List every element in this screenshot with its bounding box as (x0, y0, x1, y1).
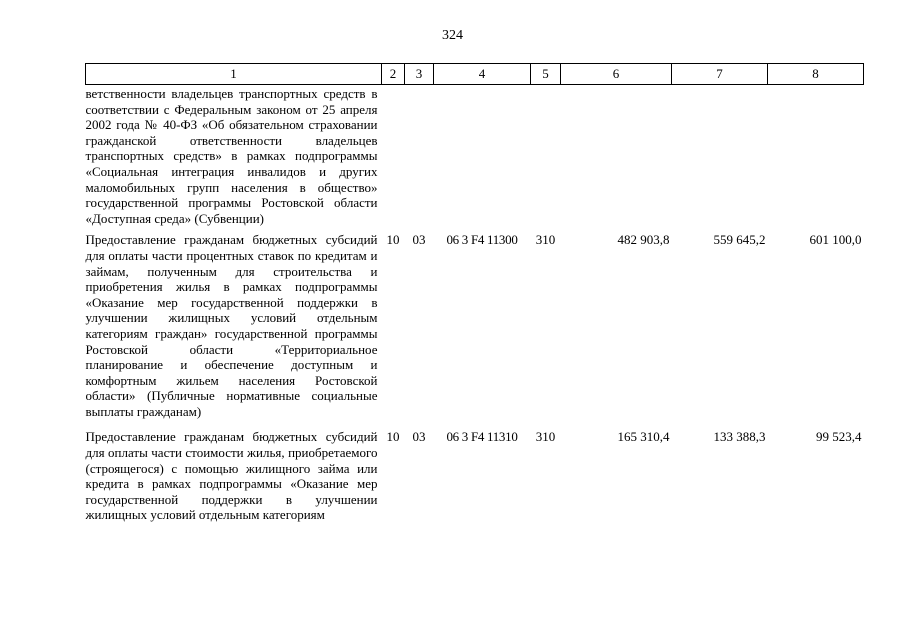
column-header: 6 (561, 64, 672, 85)
table-row (86, 85, 864, 227)
column-header: 7 (672, 64, 768, 85)
amount-col7 (672, 85, 768, 227)
row-description: Предоставление гражданам бюджетных субсидий для оплаты части процентных ставок по кредитам и займам, полученным для строительства и приобретения жилья в рамках подпрограммы «Оказание мер государственной поддержки в улучшении жилищных условий отдельным категориям граждан» государственной программы Ростовской области «Территориальное планирование и обеспечение доступным и комфортным жильем населения Ростовской области» (Публичные нормативные социальные выплаты гражданам) (85, 232, 378, 419)
column-header: 8 (768, 64, 864, 85)
section-code (382, 85, 405, 227)
target-article-code: 06 3 F4 11300 (446, 232, 518, 248)
page-number: 324 (442, 28, 463, 43)
section-code: 10 (386, 429, 400, 445)
amount-col8: 601 100,0 (809, 232, 862, 248)
table-header-row (86, 64, 864, 85)
expense-type-code (531, 85, 561, 227)
row-description: ветственности владельцев транспортных средств в соответствии с Федеральным законом от 25 апреля 2002 года № 40-ФЗ «Об обязательном страховании гражданской ответственности владельцев транспортных средств» в рамках подпрограммы «Социальная интеграция инвалидов и других маломобильных групп населения в общество» государственной программы Ростовской области «Доступная среда» (Субвенции) (85, 86, 378, 226)
subsection-code: 03 (412, 429, 426, 445)
section-code: 10 (386, 232, 400, 248)
budget-table (85, 63, 864, 527)
table-row (86, 423, 864, 527)
column-header: 4 (434, 64, 531, 85)
column-header: 3 (405, 64, 434, 85)
amount-col8 (768, 85, 864, 227)
amount-col6: 165 310,4 (617, 429, 670, 445)
column-header: 1 (86, 64, 382, 85)
amount-col7: 133 388,3 (713, 429, 766, 445)
expense-type-code: 310 (535, 232, 556, 248)
column-header: 2 (382, 64, 405, 85)
expense-type-code: 310 (535, 429, 556, 445)
table-row (86, 226, 864, 423)
column-header: 5 (531, 64, 561, 85)
amount-col6: 482 903,8 (617, 232, 670, 248)
amount-col8: 99 523,4 (816, 429, 862, 445)
target-article-code: 06 3 F4 11310 (446, 429, 518, 445)
subsection-code: 03 (412, 232, 426, 248)
row-description: Предоставление гражданам бюджетных субсидий для оплаты части стоимости жилья, приобретаемого (строящегося) с помощью жилищного займа или кредита в рамках подпрограммы «Оказание мер государственной поддержки в улучшении жилищных условий отдельным категориям (85, 429, 378, 523)
amount-col7: 559 645,2 (713, 232, 766, 248)
target-article-code (434, 85, 531, 227)
subsection-code (405, 85, 434, 227)
amount-col6 (561, 85, 672, 227)
